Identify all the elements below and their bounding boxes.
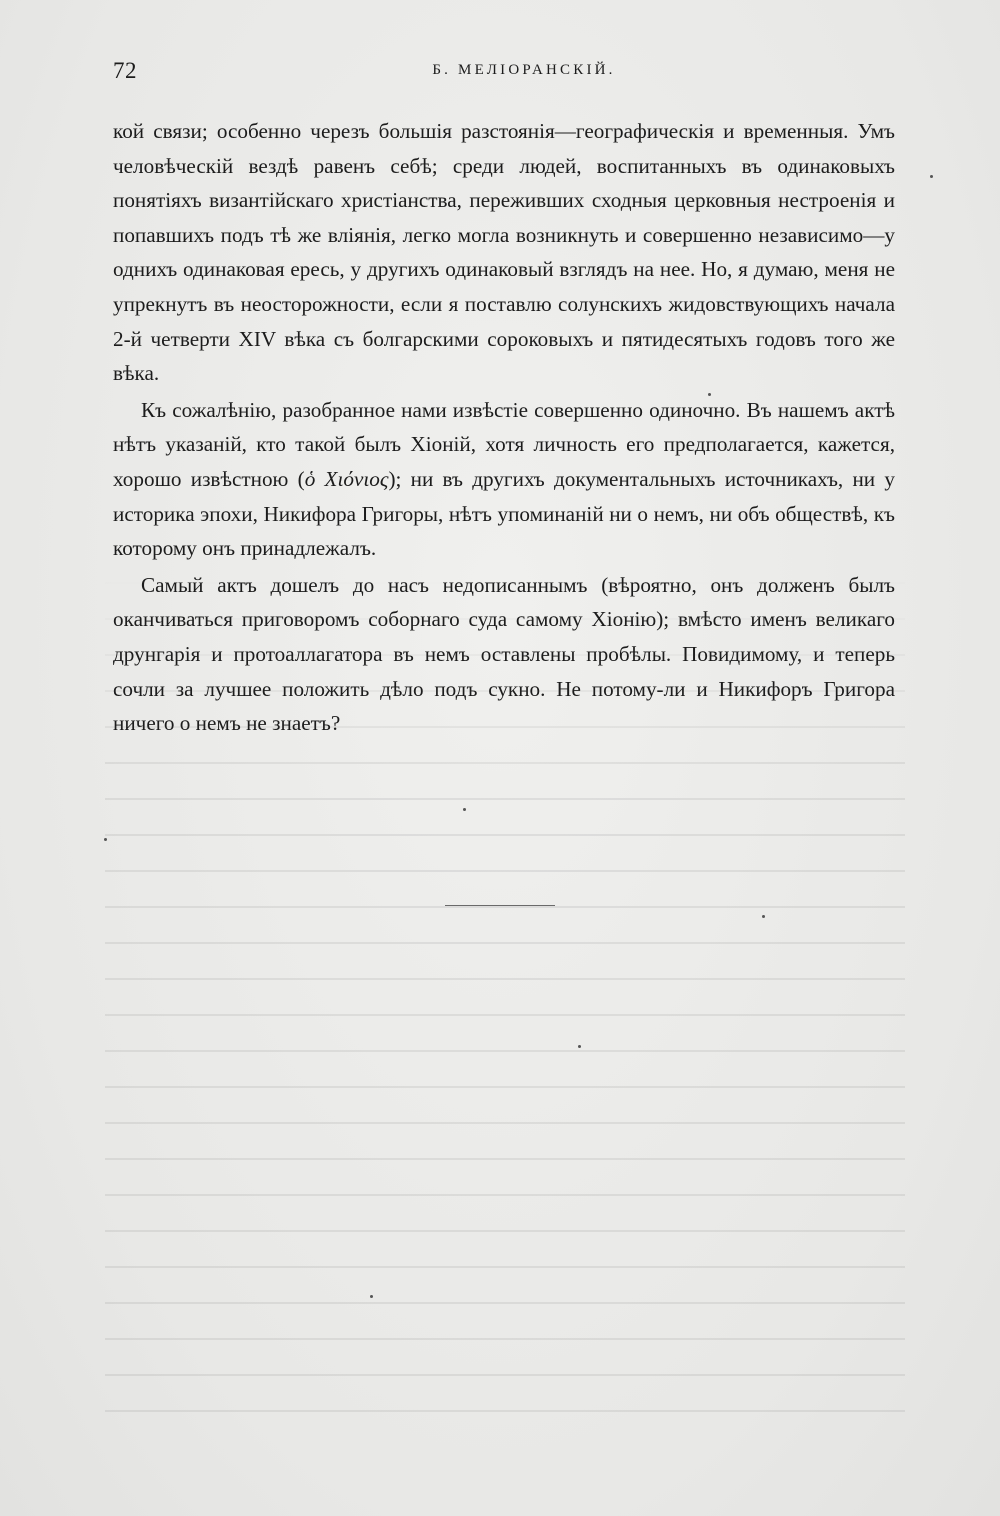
ink-speck: [104, 838, 107, 841]
greek-phrase: ὁ Χιόνιος: [304, 466, 389, 491]
paragraph-2-text-b: ); ни въ другихъ документальныхъ источникахъ, ни у историка эпохи, Никифора Григоры, нѣтъ упоминаній ни о немъ, ни объ обществѣ, къ которому онъ принадлежалъ.: [113, 466, 895, 561]
page-header: [113, 58, 895, 92]
page-number: 72: [113, 58, 137, 83]
ink-speck: [370, 1295, 373, 1298]
section-separator-rule: [445, 905, 555, 906]
paragraph-2-text-a: Къ сожалѣнію, разобранное нами извѣстіе совершенно одиночно. Въ нашемъ актѣ нѣтъ указаній, кто такой былъ Хіоній, хотя личность его предполагается, кажется, хорошо извѣстною (: [113, 397, 895, 491]
ink-speck: [463, 808, 466, 811]
ink-speck: [930, 175, 933, 178]
ink-speck: [578, 1045, 581, 1048]
ink-speck: [762, 915, 765, 918]
paragraph-1: кой связи; особенно черезъ большія разстоянія—географическія и временныя. Умъ человѣческій вездѣ равенъ себѣ; среди людей, воспитанныхъ въ одинаковыхъ понятіяхъ византійскаго христіанства, переживших сходныя церковныя нестроенія и попавшихъ подъ тѣ же вліянія, легко могла возникнуть и совершенно независимо—у однихъ одинаковая ересь, у другихъ одинаковый взглядъ на нее. Но, я думаю, меня не упрекнутъ въ неосторожности, если я поставлю солунскихъ жидовствующихъ начала 2-й четверти XIV вѣка съ болгарскими сороковыхъ и пятидесятыхъ годовъ того же вѣка.: [113, 119, 895, 386]
main-text: [113, 114, 895, 741]
ink-speck: [708, 393, 711, 396]
paragraph-2: [113, 393, 895, 566]
running-head: Б. МЕЛІОРАНСКІЙ.: [432, 62, 616, 78]
paragraph-3: Самый актъ дошелъ до насъ недописаннымъ (вѣроятно, онъ долженъ былъ оканчиваться приговоромъ соборнаго суда самому Хіонію); вмѣсто именъ великаго друнгарія и протоаллагатора въ немъ оставлены пробѣлы. Повидимому, и теперь сочли за лучшее положить дѣло подъ сукно. Не потому-ли и Никифоръ Григора ничего о немъ не знаетъ?: [113, 572, 895, 736]
